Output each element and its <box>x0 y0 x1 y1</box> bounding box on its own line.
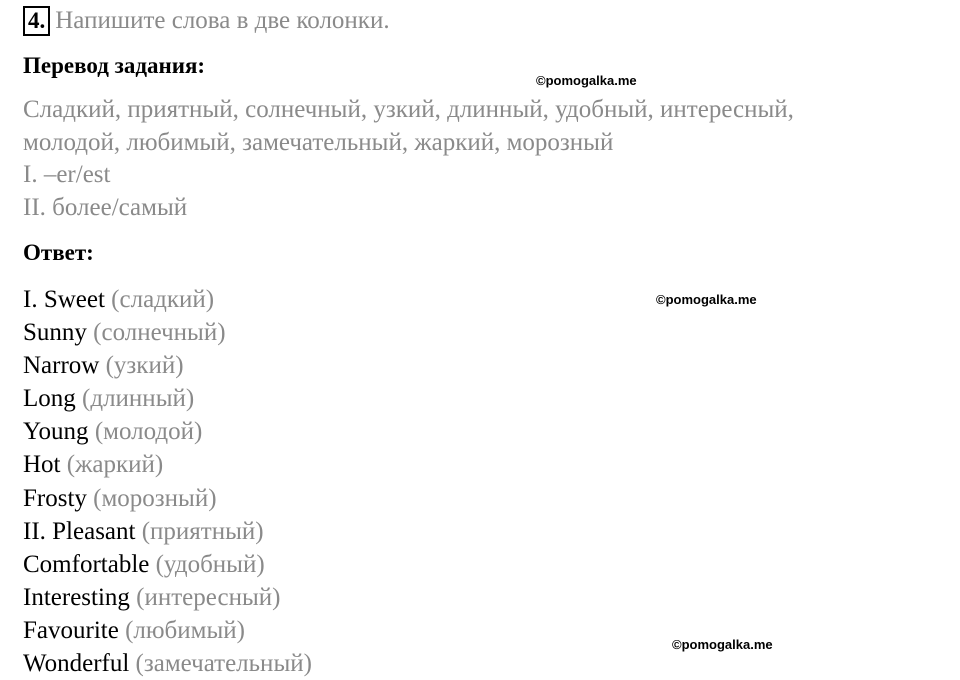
answer-english-word: Favourite <box>23 616 119 644</box>
answer-english-word: I. Sweet <box>23 286 105 313</box>
answer-russian-translation: (замечательный) <box>135 650 312 678</box>
answer-english-word: Narrow <box>23 352 100 380</box>
answer-russian-translation: (солнечный) <box>93 319 226 347</box>
task-number-box: 4. <box>23 6 50 36</box>
answer-russian-translation: (любимый) <box>125 616 245 644</box>
translation-text <box>23 94 923 224</box>
answer-item <box>23 283 312 316</box>
watermark: ©pomogalka.me <box>656 292 757 307</box>
watermark: ©pomogalka.me <box>672 637 773 652</box>
task-instruction: Напишите слова в две колонки. <box>55 7 390 34</box>
answer-russian-translation: (сладкий) <box>111 286 215 313</box>
answer-item <box>23 647 312 680</box>
answer-english-word: Comfortable <box>23 550 150 578</box>
answer-heading: Ответ: <box>23 240 94 265</box>
answer-english-word: II. Pleasant <box>23 517 136 545</box>
translation-line: I. –er/est <box>23 161 111 188</box>
answer-item <box>23 515 312 548</box>
answer-russian-translation: (морозный) <box>93 484 217 512</box>
answer-english-word: Interesting <box>23 583 130 611</box>
answer-english-word: Hot <box>23 451 61 479</box>
answer-item <box>23 349 312 382</box>
answer-item <box>23 548 312 581</box>
answer-item <box>23 614 312 647</box>
answer-russian-translation: (жаркий) <box>66 451 164 479</box>
answer-item <box>23 448 312 481</box>
answer-item <box>23 382 312 415</box>
answer-russian-translation: (молодой) <box>94 418 203 446</box>
answer-item <box>23 316 312 349</box>
answer-russian-translation: (удобный) <box>155 550 265 578</box>
answer-english-word: Frosty <box>23 484 87 512</box>
answer-item <box>23 415 312 448</box>
answer-english-word: Wonderful <box>23 650 130 678</box>
answer-list <box>23 283 312 680</box>
answer-english-word: Sunny <box>23 319 87 347</box>
answer-russian-translation: (длинный) <box>82 385 195 413</box>
answer-english-word: Young <box>23 418 89 446</box>
translation-line: II. более/самый <box>23 193 188 221</box>
answer-item <box>23 482 312 515</box>
answer-english-word: Long <box>23 385 76 413</box>
answer-russian-translation: (приятный) <box>141 517 264 545</box>
watermark: ©pomogalka.me <box>536 73 637 88</box>
translation-heading: Перевод задания: <box>23 53 206 78</box>
answer-russian-translation: (узкий) <box>105 352 184 380</box>
translation-line: молодой, любимый, замечательный, жаркий, морозный <box>23 128 614 156</box>
answer-russian-translation: (интересный) <box>136 583 281 611</box>
answer-item <box>23 581 312 614</box>
translation-line: Сладкий, приятный, солнечный, узкий, длинный, удобный, интересный, <box>23 96 794 123</box>
task-header <box>23 6 390 36</box>
